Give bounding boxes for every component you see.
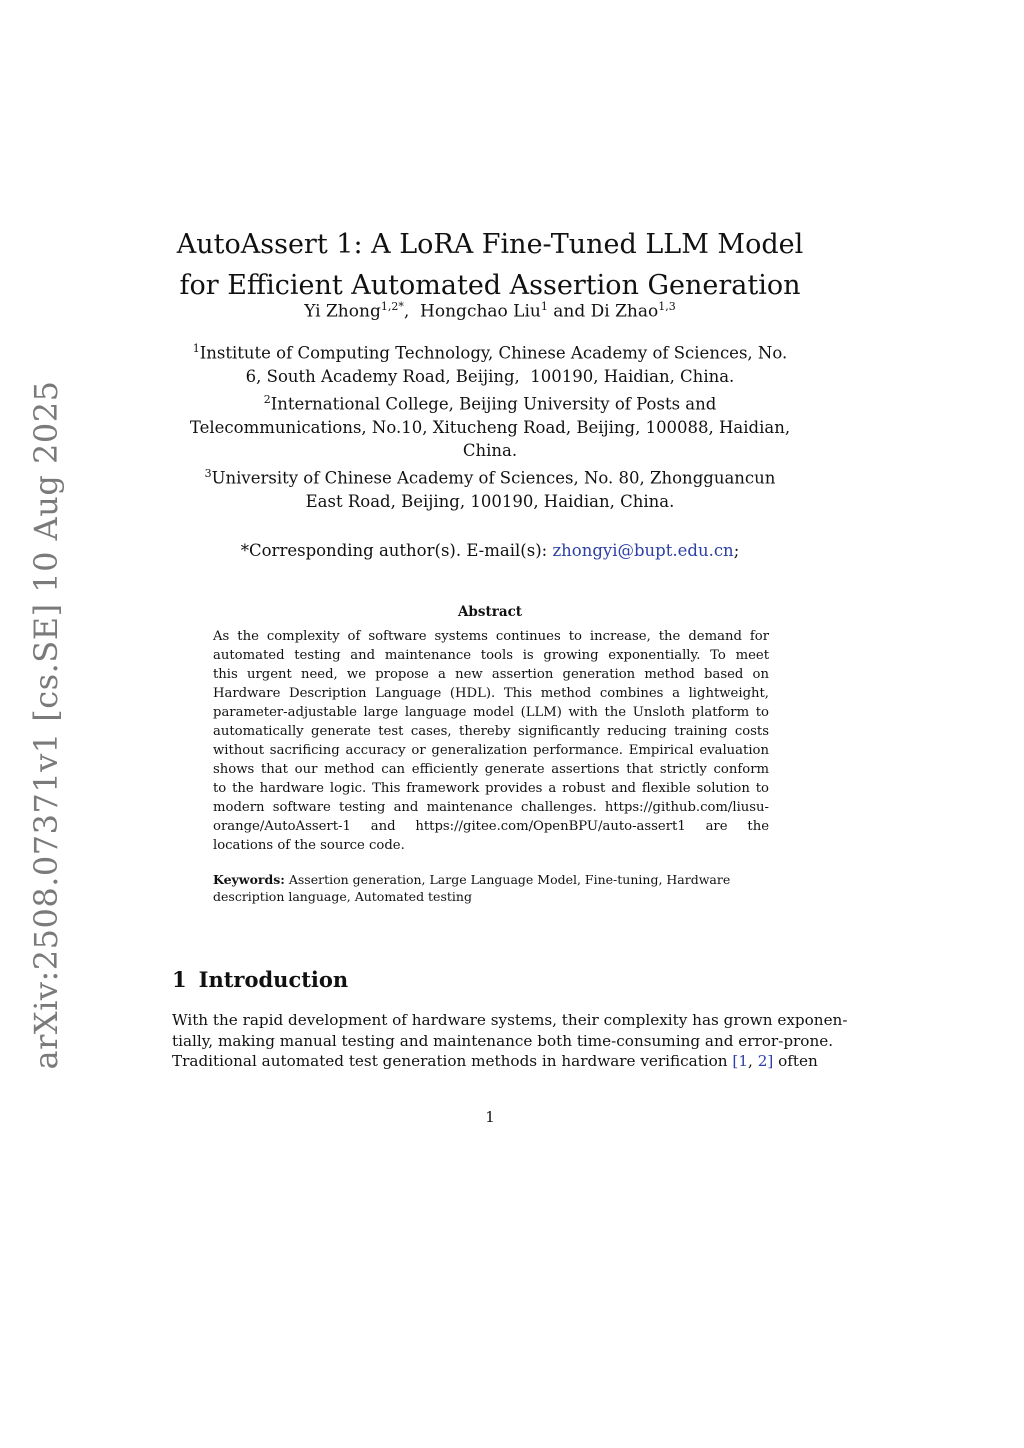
body-line-text: often xyxy=(773,1052,818,1071)
author-name: Di Zhao xyxy=(590,301,659,322)
keywords-line-2: description language, Automated testing xyxy=(213,889,472,904)
author-list xyxy=(140,300,840,322)
paper-title-line-1: AutoAssert 1: A LoRA Fine-Tuned LLM Model xyxy=(176,229,804,260)
affiliation-1-line-1 xyxy=(180,337,800,365)
citation-bracket: ] xyxy=(767,1052,774,1071)
affiliation-3-line-2: East Road, Beijing, 100190, Haidian, China. xyxy=(305,491,675,511)
affiliation-1-text: Institute of Computing Technology, Chinese Academy of Sciences, No. xyxy=(199,343,788,363)
author-affiliation-marker: 1,2* xyxy=(380,300,404,313)
body-line: tially, making manual testing and maintenance both time-consuming and error-prone. xyxy=(172,1031,834,1050)
affiliation-3-marker: 3 xyxy=(204,467,212,481)
introduction-paragraph xyxy=(172,1010,848,1072)
abstract-line: As the complexity of software systems continues to increase, the demand for xyxy=(213,629,769,644)
abstract-line: orange/AutoAssert-1 and https://gitee.com/OpenBPU/auto-assert1 are the xyxy=(213,819,769,834)
abstract-heading: Abstract xyxy=(457,604,523,620)
citation-link-1[interactable]: 1 xyxy=(738,1052,749,1071)
affiliation-2-text: International College, Beijing University of Posts and xyxy=(270,394,717,414)
body-line: With the rapid development of hardware systems, their complexity has grown exponen- xyxy=(172,1011,848,1029)
affiliation-2-line-1 xyxy=(180,388,800,416)
citation-link-2[interactable]: 2 xyxy=(757,1052,768,1071)
section-title: Introduction xyxy=(198,967,349,992)
abstract-line: to the hardware logic. This framework provides a robust and flexible solution to xyxy=(213,781,769,796)
section-heading-introduction xyxy=(172,967,348,992)
author-separator: and xyxy=(547,301,591,322)
author-separator: , xyxy=(403,301,421,322)
affiliation-2-line-3: China. xyxy=(462,440,518,460)
arxiv-identifier-stamp: arXiv:2508.07371v1 [cs.SE] 10 Aug 2025 xyxy=(27,380,65,1070)
body-line-with-citations xyxy=(172,1051,818,1072)
abstract-line: this urgent need, we propose a new assertion generation method based on xyxy=(213,667,769,682)
citation-bracket: [ xyxy=(732,1052,739,1071)
corresponding-author-note xyxy=(140,541,840,560)
abstract-line: without sacrificing accuracy or generalization performance. Empirical evaluation xyxy=(213,743,769,758)
keywords-line-1 xyxy=(213,871,769,888)
abstract-line: automatically generate test cases, thereby significantly reducing training costs xyxy=(213,724,769,739)
affiliation-2-line-2: Telecommunications, No.10, Xitucheng Road, Beijing, 100088, Haidian, xyxy=(189,417,791,437)
author-name: Yi Zhong xyxy=(304,301,381,322)
abstract-line: shows that our method can efficiently generate assertions that strictly conform xyxy=(213,762,769,777)
affiliation-3-text: University of Chinese Academy of Sciences, No. 80, Zhongguancun xyxy=(211,468,776,488)
abstract-line: parameter-adjustable large language model (LLM) with the Unsloth platform to xyxy=(213,705,769,720)
corresponding-suffix: ; xyxy=(733,541,740,560)
affiliation-1-line-2: 6, South Academy Road, Beijing, 100190, Haidian, China. xyxy=(245,366,735,386)
author-name: Hongchao Liu xyxy=(420,301,541,322)
corresponding-author-label: *Corresponding author(s). E-mail(s): xyxy=(240,541,553,560)
paper-title-line-2: for Efficient Automated Assertion Generation xyxy=(179,270,801,301)
affiliations-block xyxy=(180,337,800,513)
abstract-line: modern software testing and maintenance challenges. https://github.com/liusu- xyxy=(213,800,769,815)
affiliation-3-line-1 xyxy=(180,462,800,490)
page-number: 1 xyxy=(485,1108,495,1126)
keywords-block xyxy=(213,871,769,905)
abstract-line: automated testing and maintenance tools is growing exponentially. To meet xyxy=(213,648,769,663)
abstract-body xyxy=(213,627,769,855)
author-affiliation-marker: 1 xyxy=(540,300,548,313)
corresponding-email-link[interactable]: zhongyi@bupt.edu.cn xyxy=(552,541,734,560)
keywords-label: Keywords: xyxy=(213,872,285,887)
citation-separator: , xyxy=(748,1052,758,1071)
abstract-line: Hardware Description Language (HDL). This method combines a lightweight, xyxy=(213,686,769,701)
affiliation-1-marker: 1 xyxy=(192,342,200,355)
body-line-text: Traditional automated test generation methods in hardware verification xyxy=(172,1052,733,1071)
abstract-line: locations of the source code. xyxy=(213,838,405,853)
author-affiliation-marker: 1,3 xyxy=(658,300,676,313)
affiliation-2-marker: 2 xyxy=(263,392,271,406)
section-number: 1 xyxy=(172,967,187,992)
keywords-text: Assertion generation, Large Language Model, Fine-tuning, Hardware xyxy=(284,872,731,887)
